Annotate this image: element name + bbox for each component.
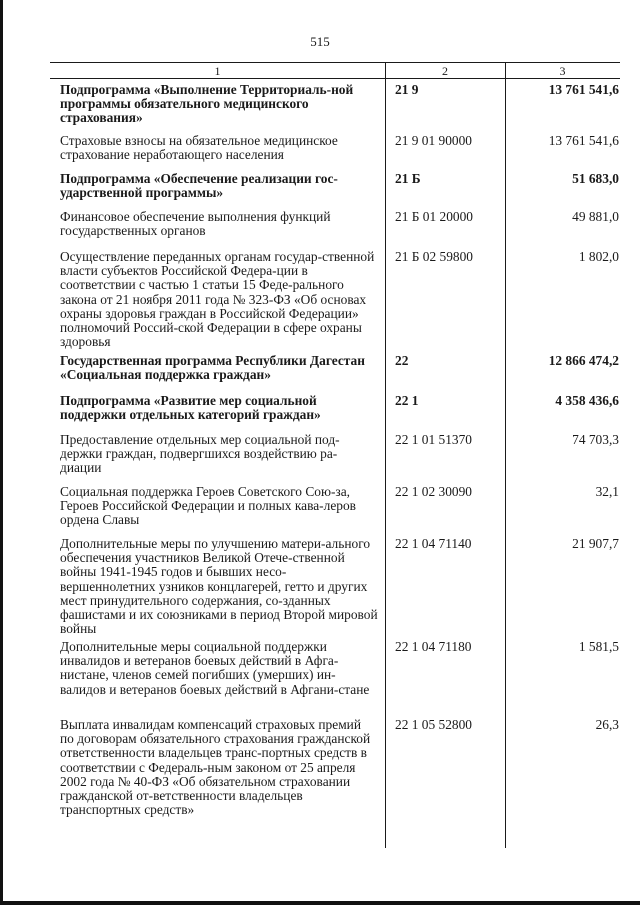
row-code: 21 9 01 90000 xyxy=(395,133,472,148)
row-name: Финансовое обеспечение выполнения функций государственных органов xyxy=(60,209,331,239)
row-amount: 13 761 541,6 xyxy=(548,133,619,148)
page-number: 515 xyxy=(310,34,330,49)
row-name: Осуществление переданных органам государ-ственной власти субъектов Российской Федера-ции в соответствии с частью 1 статьи 15 Феде-рального закона от 21 ноября 2011 года № 323-ФЗ «Об основах охраны здоровья граждан в Российской Федерации» полномочий Россий-ской Федерации в сфере охраны здоровья xyxy=(60,249,375,350)
row-name: Подпрограмма «Выполнение Территориаль-ной программы обязательного медицинского страхования» xyxy=(60,82,354,126)
row-amount: 21 907,7 xyxy=(572,536,619,551)
row-name: Предоставление отдельных мер социальной под-держки граждан, подвергшихся воздействию ра-диации xyxy=(60,432,340,476)
row-name: Дополнительные меры по улучшению матери-ального обеспечения участников Великой Отече-ственной войны 1941-1945 годов и бывших несо-вершеннолетних узников концлагерей, гетто и других мест принудительного содержания, со-зданных фашистами и их союзниками в период Второй мировой войны xyxy=(60,536,378,637)
column-header-2: 2 xyxy=(442,64,448,78)
row-amount: 1 581,5 xyxy=(578,639,619,654)
row-amount: 74 703,3 xyxy=(572,432,619,447)
row-amount: 1 802,0 xyxy=(578,249,619,264)
row-name: Дополнительные меры социальной поддержки инвалидов и ветеранов боевых действий в Афга-нистане, членов семей погибших (умерших) ин-валидов и ветеранов боевых действий в Афгани-стане xyxy=(60,639,370,697)
row-code: 21 Б 01 20000 xyxy=(395,209,473,224)
row-code: 22 1 04 71180 xyxy=(395,639,472,654)
column-header-3: 3 xyxy=(559,64,566,78)
row-code: 21 Б xyxy=(395,171,421,186)
row-code: 22 1 01 51370 xyxy=(395,432,472,447)
row-name: Выплата инвалидам компенсаций страховых премий по договорам обязательного страхования гражданской ответственности владельцев транс-портных средств в соответствии с Федераль-ным законом от 25 апреля 2002 года № 40-ФЗ «Об обязательном страховании гражданской от-ветственности владельцев транспортных средств» xyxy=(60,717,371,818)
scan-edge-mark xyxy=(0,0,3,905)
scan-bottom-edge xyxy=(0,901,640,905)
row-amount: 32,1 xyxy=(595,484,619,499)
row-name: Государственная программа Республики Дагестан «Социальная поддержка граждан» xyxy=(60,353,365,383)
row-amount: 49 881,0 xyxy=(572,209,619,224)
row-code: 22 1 xyxy=(395,393,419,408)
row-amount: 51 683,0 xyxy=(572,171,619,186)
row-code: 21 Б 02 59800 xyxy=(395,249,473,264)
row-name: Страховые взносы на обязательное медицинское страхование неработающего населения xyxy=(60,133,338,163)
row-code: 22 xyxy=(395,353,409,368)
row-name: Подпрограмма «Развитие мер социальной поддержки отдельных категорий граждан» xyxy=(60,393,321,423)
row-amount: 13 761 541,6 xyxy=(548,82,619,97)
table-header xyxy=(50,63,620,79)
row-name: Подпрограмма «Обеспечение реализации гос-ударственной программы» xyxy=(60,171,338,201)
row-amount: 12 866 474,2 xyxy=(548,353,619,368)
row-amount: 4 358 436,6 xyxy=(555,393,619,408)
column-divider-1 xyxy=(385,63,386,848)
row-code: 21 9 xyxy=(395,82,419,97)
row-code: 22 1 02 30090 xyxy=(395,484,472,499)
row-code: 22 1 04 71140 xyxy=(395,536,472,551)
column-header-1: 1 xyxy=(214,64,221,78)
budget-table xyxy=(50,62,620,848)
row-name: Социальная поддержка Героев Советского Сою-за, Героев Российской Федерации и полных кава-леров ордена Славы xyxy=(60,484,356,528)
row-code: 22 1 05 52800 xyxy=(395,717,472,732)
row-amount: 26,3 xyxy=(595,717,619,732)
